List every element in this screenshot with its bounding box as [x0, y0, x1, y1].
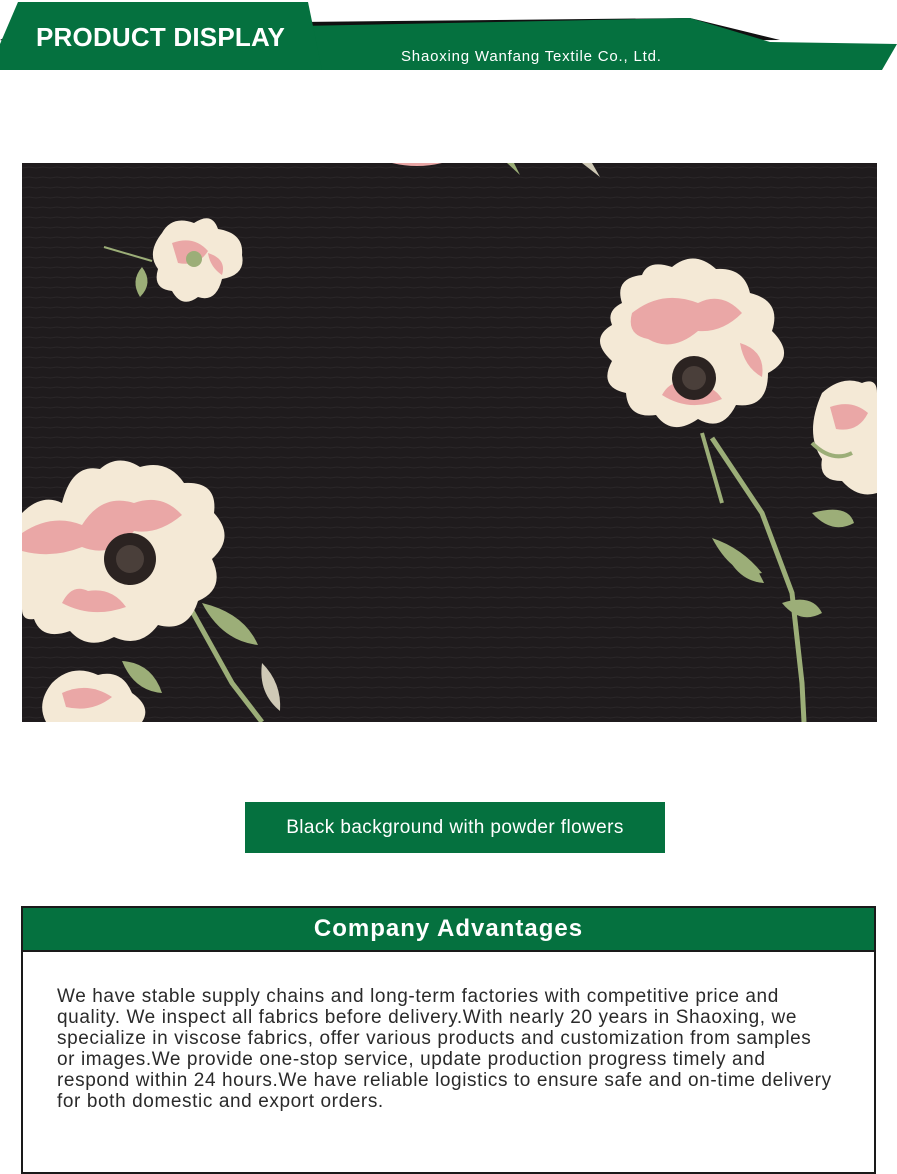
floral-print-illustration: [22, 163, 877, 722]
company-name: Shaoxing Wanfang Textile Co., Ltd.: [401, 48, 662, 65]
page-title: PRODUCT DISPLAY: [36, 22, 286, 52]
fabric-product-image: [22, 163, 877, 722]
advantages-body: We have stable supply chains and long-term factories with competitive price and quality. We inspect all fabrics before delivery.With nearly 20 years in Shaoxing, we specialize in viscose fabrics, offer various products and customization from samples or images.We provide one-stop service, update production progress timely and respond within 24 hours.We have reliable logistics to ensure safe and on-time delivery for both domestic and export orders.: [57, 986, 832, 1112]
advantages-heading: Company Advantages: [23, 908, 874, 952]
header-banner: [0, 0, 897, 72]
company-advantages-panel: [21, 906, 876, 1174]
product-caption: Black background with powder flowers: [245, 802, 665, 853]
